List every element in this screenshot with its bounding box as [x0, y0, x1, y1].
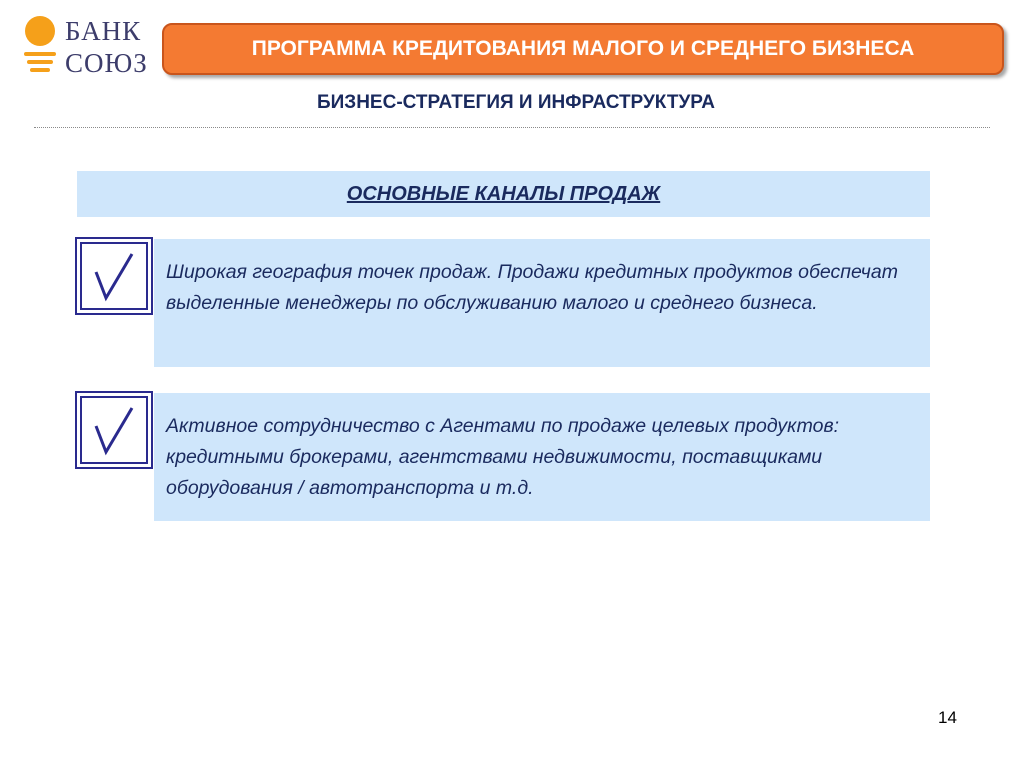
bank-logo: [22, 14, 158, 80]
header-divider: [34, 127, 990, 128]
checkmark-icon: [92, 404, 136, 456]
sales-channel-point-2: Активное сотрудничество с Агентами по продаже целевых продуктов: кредитными брокерами, агентствами недвижимости, поставщиками оборудования / автотранспорта и т.д.: [154, 393, 930, 521]
section-heading-box: [77, 171, 930, 217]
sales-channel-point-1: Широкая география точек продаж. Продажи кредитных продуктов обеспечат выделенные менеджеры по обслуживанию малого и среднего бизнеса.: [154, 239, 930, 367]
logo-sun-icon: [25, 16, 55, 46]
logo-text-soyuz: СОЮЗ: [65, 48, 148, 78]
logo-text-bank: БАНК: [65, 16, 142, 46]
checkbox-frame-2: [75, 391, 153, 469]
logo-stripe-icon: [30, 68, 50, 72]
checkmark-icon: [92, 250, 136, 302]
page-number: 14: [938, 708, 957, 727]
logo-stripe-icon: [24, 52, 56, 56]
checkbox-frame-1: [75, 237, 153, 315]
program-title: ПРОГРАММА КРЕДИТОВАНИЯ МАЛОГО И СРЕДНЕГО БИЗНЕСА: [251, 37, 915, 60]
logo-stripe-icon: [27, 60, 53, 64]
program-title-banner: [162, 23, 1004, 75]
slide-subtitle: БИЗНЕС-СТРАТЕГИЯ И ИНФРАСТРУКТУРА: [316, 92, 716, 113]
section-heading: ОСНОВНЫЕ КАНАЛЫ ПРОДАЖ: [346, 182, 661, 205]
